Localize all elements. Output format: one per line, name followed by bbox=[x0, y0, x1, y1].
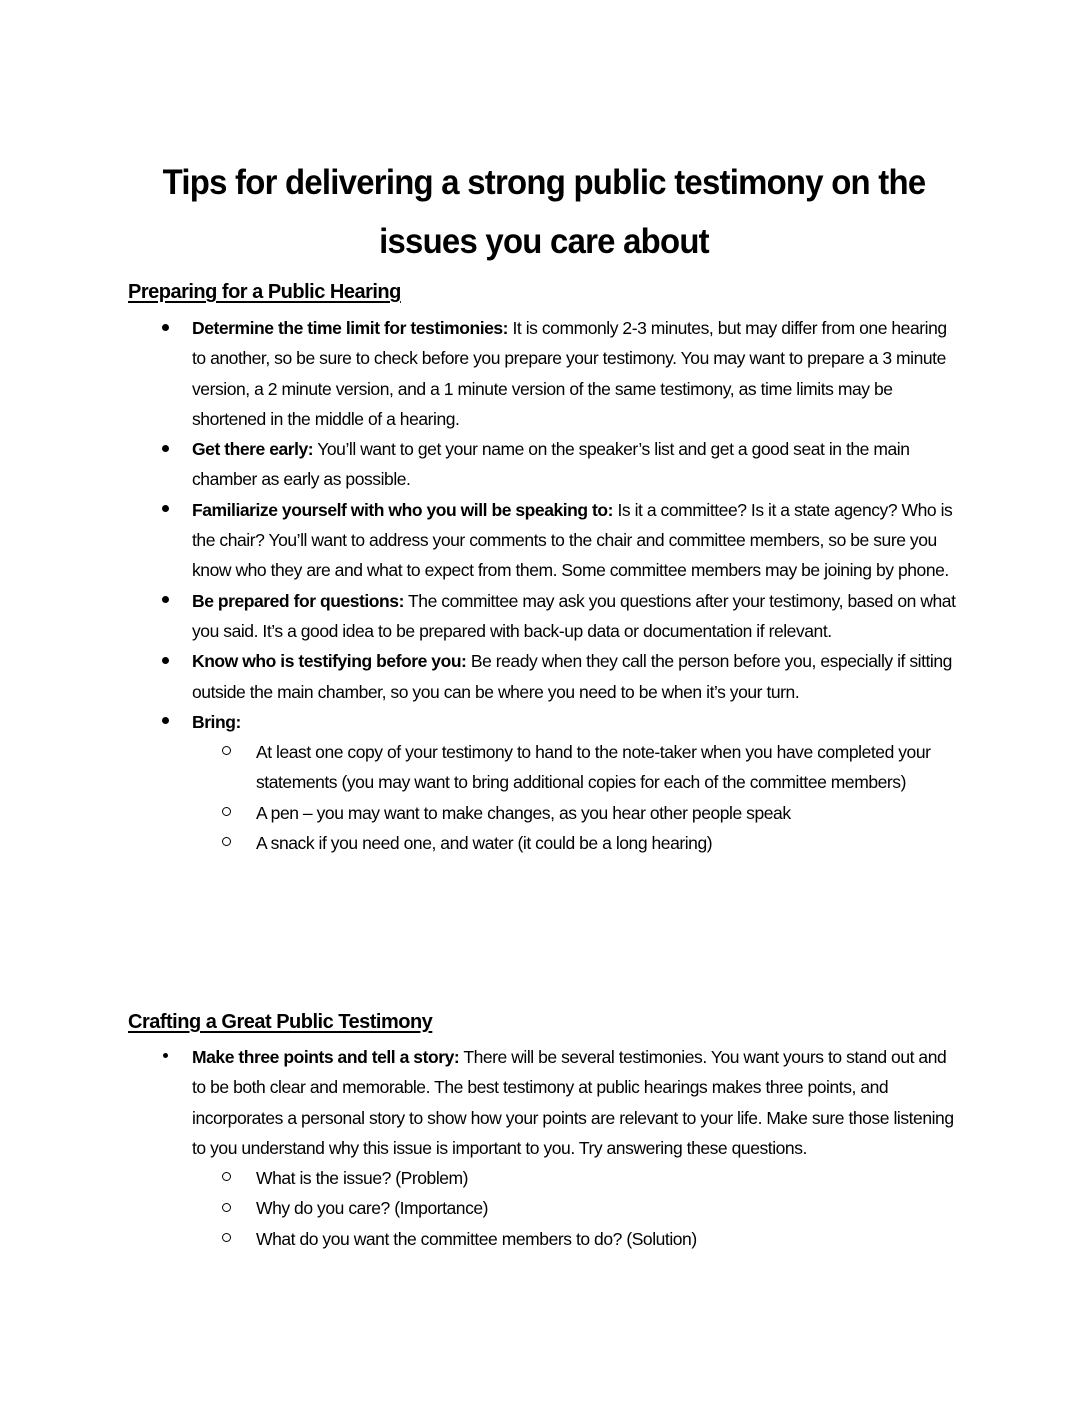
subitem-text: A pen – you may want to make changes, as you hear other people speak bbox=[256, 802, 791, 823]
item-text: Be ready when they call the person before you, especially if sitting outside the main chamber, so you can be where you need to be when it’s your turn. bbox=[192, 651, 952, 702]
list-item-get-there-early bbox=[0, 434, 1088, 495]
questions-sublist bbox=[192, 1163, 963, 1254]
sublist-item-problem bbox=[192, 1163, 963, 1193]
hollow-circle-bullet-icon bbox=[222, 1224, 231, 1254]
list-item-three-points bbox=[0, 1042, 1088, 1254]
item-lead: Bring: bbox=[192, 711, 241, 732]
sublist-item-solution bbox=[192, 1224, 963, 1254]
hollow-circle-bullet-icon bbox=[222, 737, 231, 767]
sublist-item-copy bbox=[192, 737, 963, 798]
item-text: It is commonly 2-3 minutes, but may differ from one hearing to another, so be sure to check before you prepare your testimony. You may want to prepare a 3 minute version, a 2 minute version, and a 1 minute version of the same testimony, as time limits may be shortened in the middle of a hearing. bbox=[192, 318, 947, 429]
sublist-item-snack bbox=[192, 828, 963, 858]
item-text: Is it a committee? Is it a state agency? Who is the chair? You’ll want to address your comments to the chair and committee members, so be sure you know who they are and what to expect from them. Some committee members may be joining by phone. bbox=[192, 499, 953, 581]
item-lead: Know who is testifying before you: bbox=[192, 651, 467, 672]
sublist-item-pen bbox=[192, 798, 963, 828]
hollow-circle-bullet-icon bbox=[222, 1193, 231, 1223]
item-lead: Determine the time limit for testimonies: bbox=[192, 318, 509, 338]
bullet-icon bbox=[158, 1042, 172, 1072]
item-lead: Be prepared for questions: bbox=[192, 590, 404, 611]
list-item-questions bbox=[0, 586, 1088, 647]
item-text: You’ll want to get your name on the speaker’s list and get a good seat in the main chamber as early as possible. bbox=[192, 439, 910, 490]
subitem-text: What do you want the committee members to do? (Solution) bbox=[256, 1228, 697, 1249]
subitem-text: A snack if you need one, and water (it could be a long hearing) bbox=[256, 833, 713, 854]
subitem-text: At least one copy of your testimony to hand to the note-taker when you have completed your statements (you may want to bring additional copies for each of the committee members) bbox=[256, 742, 931, 793]
bring-sublist bbox=[192, 737, 963, 858]
bullet-icon bbox=[158, 707, 172, 737]
sublist-item-importance bbox=[192, 1193, 963, 1223]
hollow-circle-bullet-icon bbox=[222, 828, 231, 858]
section-heading-preparing: Preparing for a Public Hearing bbox=[128, 281, 401, 303]
item-lead: Get there early: bbox=[192, 439, 314, 460]
subitem-text: Why do you care? (Importance) bbox=[256, 1198, 489, 1219]
hollow-circle-bullet-icon bbox=[222, 1163, 231, 1193]
page-title: Tips for delivering a strong public testimony on the issues you care about bbox=[162, 163, 926, 262]
bullet-icon bbox=[158, 495, 172, 525]
list-item-testifying-before bbox=[0, 646, 1088, 707]
list-item-bring bbox=[0, 707, 1088, 858]
item-text: There will be several testimonies. You want yours to stand out and to be both clear and memorable. The best testimony at public hearings makes three points, and incorporates a personal story to show how your points are relevant to your life. Make sure those listening to you understand why this issue is important to you. Try answering these questions. bbox=[192, 1047, 954, 1158]
item-lead: Familiarize yourself with who you will be speaking to: bbox=[192, 499, 614, 520]
subitem-text: What is the issue? (Problem) bbox=[256, 1168, 469, 1189]
item-lead: Make three points and tell a story: bbox=[192, 1047, 460, 1067]
bullet-icon bbox=[158, 434, 172, 464]
bullet-icon bbox=[158, 646, 172, 676]
bullet-icon bbox=[158, 313, 172, 343]
list-item-familiarize bbox=[0, 495, 1088, 586]
hollow-circle-bullet-icon bbox=[222, 798, 231, 828]
section-heading-crafting: Crafting a Great Public Testimony bbox=[128, 1011, 433, 1033]
list-item-time-limit bbox=[0, 313, 1088, 434]
bullet-icon bbox=[158, 586, 172, 616]
item-text: The committee may ask you questions after your testimony, based on what you said. It’s a good idea to be prepared with back-up data or documentation if relevant. bbox=[192, 590, 956, 641]
preparing-list bbox=[0, 313, 1088, 858]
crafting-list bbox=[0, 1042, 1088, 1254]
